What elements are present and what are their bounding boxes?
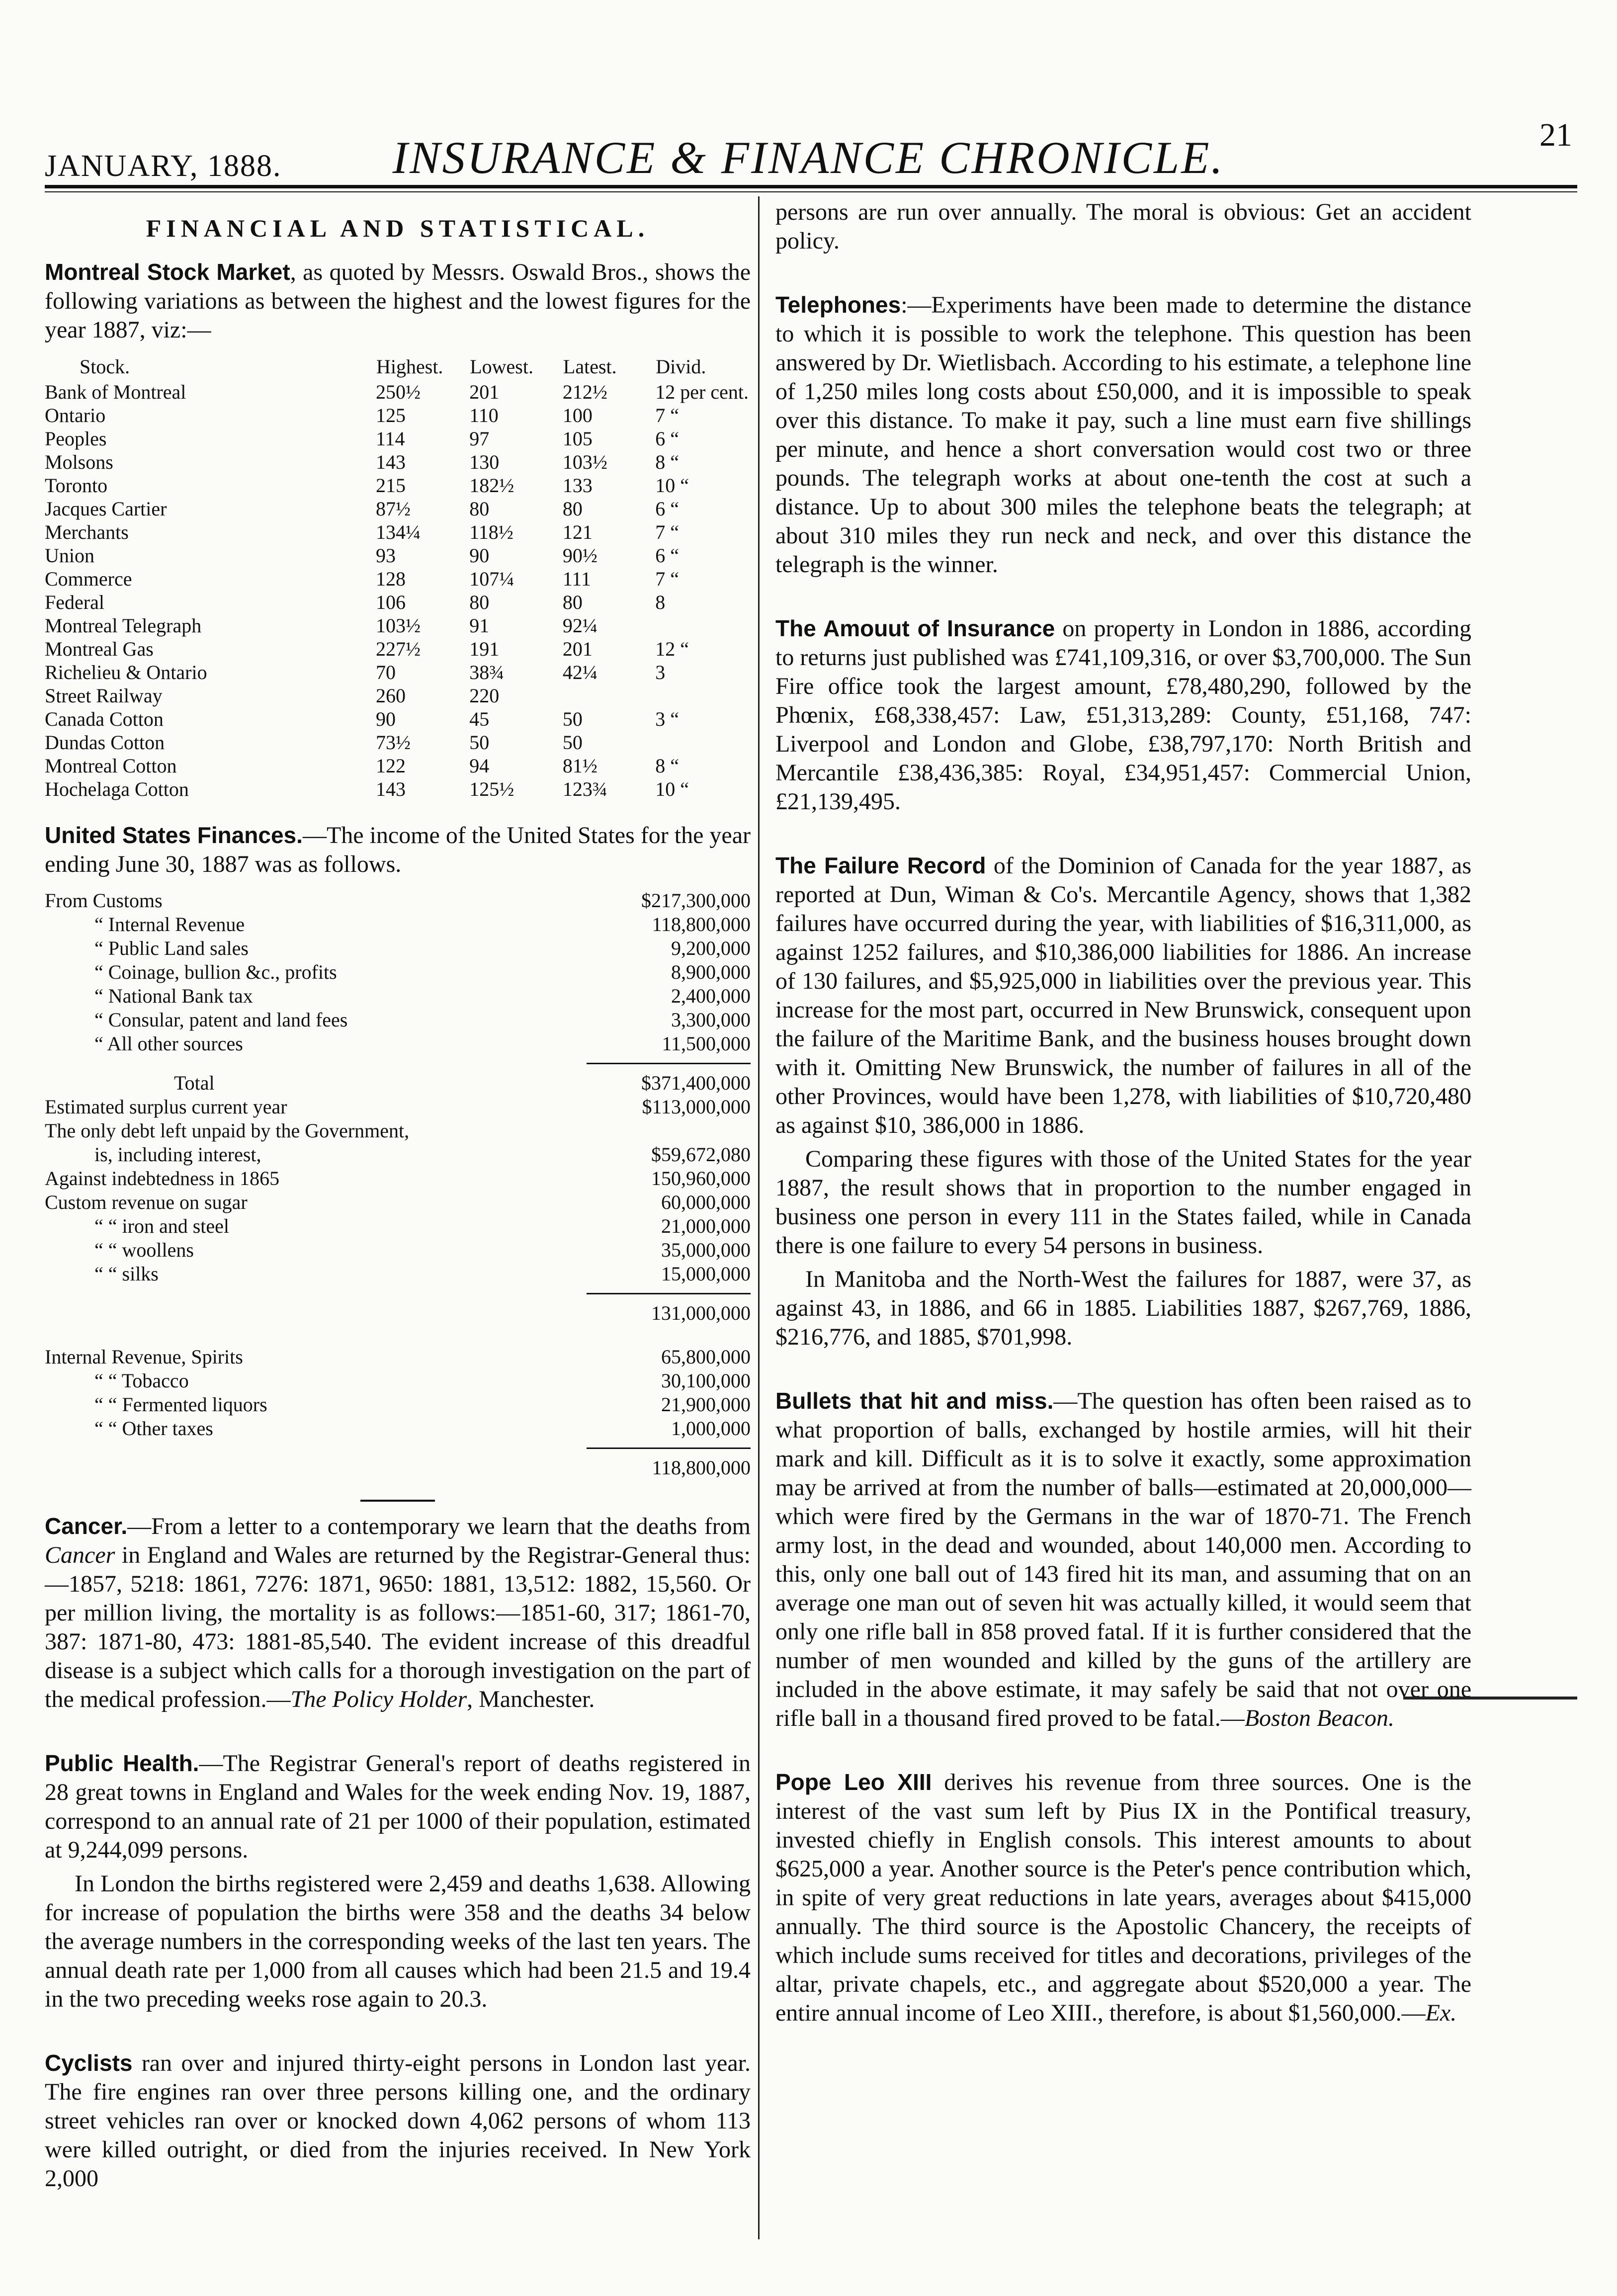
stock-lowest: 220 bbox=[469, 684, 500, 707]
header-rule-thin bbox=[45, 191, 1577, 192]
row-label: “ “ Fermented liquors bbox=[94, 1393, 267, 1416]
right-column bbox=[775, 199, 1471, 2062]
stock-highest: 143 bbox=[376, 778, 406, 800]
stock-table-body bbox=[45, 380, 751, 801]
table-row bbox=[45, 777, 751, 801]
table-row bbox=[45, 474, 751, 497]
stock-lowest: 201 bbox=[469, 381, 500, 403]
cancer-source-city: , Manchester. bbox=[467, 1686, 595, 1712]
table-row bbox=[45, 1393, 751, 1417]
surplus-value: $113,000,000 bbox=[642, 1096, 751, 1118]
internal-total-rule bbox=[587, 1447, 751, 1449]
table-row bbox=[45, 1119, 751, 1143]
separator-rule bbox=[360, 1500, 435, 1502]
table-row bbox=[45, 1238, 751, 1262]
stock-highest: 106 bbox=[376, 591, 406, 613]
stock-latest: 111 bbox=[562, 568, 591, 590]
stock-dividend: 6 “ bbox=[655, 544, 680, 567]
page-header bbox=[45, 89, 1572, 184]
table-row bbox=[45, 404, 751, 427]
stock-name: Peoples bbox=[45, 427, 107, 450]
public-health-article-cont: In London the births registered were 2,459 and deaths 1,638. Allowing for increase of population the births were 358 and the deaths 34 below the average numbers in the corresponding weeks of the last ten years. The annual death rate per 1,000 from all causes which had been 21.5 and 19.4 in the two preceding weeks rose again to 20.3. bbox=[45, 1871, 751, 2012]
stock-dividend: 6 “ bbox=[655, 427, 680, 450]
table-row bbox=[45, 913, 751, 936]
stock-lowest: 50 bbox=[469, 731, 490, 754]
debt-label: The only debt left unpaid by the Government, bbox=[45, 1119, 410, 1142]
stock-dividend: 8 “ bbox=[655, 451, 680, 473]
stock-lowest: 97 bbox=[469, 427, 490, 450]
bullets-text: —The question has often been raised as to what proportion of balls, exchanged by hostile armies, will hit their mark and kill. Difficult as it is to solve it exactly, some approximation may be arrived at from the number of balls—estimated at 20,000,000—which were fired by the Germans in the war of 1870-71. The French army lost, in the dead and wounded, about 140,000 men. According to this, only one ball out of 143 fired hit its man, and assuming that on an average one man out of seven hit was actually killed, it would seem that only one rifle ball in 858 proved fatal. If it is further considered that the number of men wounded and killed by the guns of the artillery are included in the above estimate, it may safely be said that not over one rifle ball in a thousand fired proved to be fatal.— bbox=[775, 1388, 1471, 1731]
stock-dividend: 6 “ bbox=[655, 498, 680, 520]
bullets-source: Boston Beacon. bbox=[1244, 1705, 1394, 1731]
stock-highest: 70 bbox=[376, 661, 396, 683]
table-row bbox=[45, 1301, 751, 1325]
stock-lowest: 90 bbox=[469, 544, 490, 567]
table-row bbox=[45, 984, 751, 1008]
stock-latest: 201 bbox=[562, 638, 593, 660]
stock-highest: 128 bbox=[376, 568, 406, 590]
table-row bbox=[45, 731, 751, 754]
stock-table bbox=[45, 354, 751, 801]
row-value: 60,000,000 bbox=[661, 1191, 751, 1213]
stock-name: Dundas Cotton bbox=[45, 731, 165, 754]
row-value: 11,500,000 bbox=[662, 1032, 751, 1055]
table-row bbox=[45, 1345, 751, 1369]
row-value: 2,400,000 bbox=[671, 985, 751, 1007]
us-finances-heading: United States Finances. bbox=[45, 822, 303, 848]
stock-lowest: 110 bbox=[469, 404, 499, 426]
stock-highest: 250½ bbox=[376, 381, 421, 403]
stock-latest: 100 bbox=[562, 404, 593, 426]
stock-latest: 81½ bbox=[562, 755, 597, 777]
failure-heading: The Failure Record bbox=[775, 852, 986, 878]
row-label: “ National Bank tax bbox=[94, 985, 253, 1007]
stock-name: Richelieu & Ontario bbox=[45, 661, 207, 683]
stock-name: Montreal Gas bbox=[45, 638, 154, 660]
stock-name: Montreal Telegraph bbox=[45, 614, 202, 637]
table-row bbox=[45, 1191, 751, 1214]
stock-highest: 73½ bbox=[376, 731, 411, 754]
us-finances-article bbox=[45, 821, 751, 879]
table-row bbox=[45, 1143, 751, 1167]
publication-title: INSURANCE & FINANCE CHRONICLE. bbox=[392, 132, 1225, 183]
stock-latest: 103½ bbox=[562, 451, 607, 473]
cancer-source: The Policy Holder bbox=[290, 1686, 467, 1712]
stock-highest: 93 bbox=[376, 544, 396, 567]
stock-highest: 134¼ bbox=[376, 521, 421, 543]
customs-total-rule bbox=[587, 1293, 751, 1294]
pope-source: Ex. bbox=[1425, 2000, 1457, 2026]
stock-dividend: 10 “ bbox=[655, 778, 689, 800]
row-value: 21,000,000 bbox=[661, 1215, 751, 1237]
stock-market-intro: , as quoted by Messrs. Oswald Bros., shows the following variations as between the highest and the lowest figures for the year 1887, viz:— bbox=[45, 259, 751, 343]
table-row bbox=[45, 544, 751, 567]
stock-lowest: 80 bbox=[469, 498, 490, 520]
total-value: $371,400,000 bbox=[641, 1072, 751, 1094]
cancer-heading: Cancer. bbox=[45, 1513, 128, 1539]
row-value: $217,300,000 bbox=[641, 889, 751, 912]
table-row bbox=[45, 1214, 751, 1238]
failure-text: of the Dominion of Canada for the year 1887, as reported at Dun, Wiman & Co's. Mercantile Agency, shows that 1,382 failures have occurred during the year, with liabilities of $16,311,000, as against 1252 failures, and $10,386,000 liabilities for 1886. An increase of 130 failures, and $5,925,000 in liabilities over the previous year. This increase for the most part, occurred in New Brunswick, consequent upon the failure of the Maritime Bank, and the business houses brought down with it. Omitting New Brunswick, the number of failures in all of the other Provinces, would have been 1,278, with liabilities of $10,720,480 as against $10, 386,000 in 1886. bbox=[775, 852, 1471, 1138]
table-row bbox=[45, 1262, 751, 1286]
table-row bbox=[45, 427, 751, 450]
customs-list bbox=[45, 1191, 751, 1286]
table-row bbox=[45, 661, 751, 684]
stock-market-article bbox=[45, 257, 751, 344]
cancer-text-cont: in England and Wales are returned by the Registrar-General thus:—1857, 5218: 1861, 7276: 1871, 9650: 1881, 13,512: 1882, 15,560. Or per million living, the mortality is as follows:—1851-60, 317; 1861-70, 387: 1871-80, 473: 1881-85,540. The evident increase of this dreadful disease is a subject which calls for a thorough investigation on the part of the medical profession.— bbox=[45, 1542, 751, 1712]
stock-dividend: 3 bbox=[655, 661, 666, 683]
stock-latest bbox=[563, 684, 655, 707]
table-row bbox=[45, 889, 751, 913]
pope-heading: Pope Leo XIII bbox=[775, 1769, 932, 1795]
table-row bbox=[45, 637, 751, 661]
stock-lowest: 45 bbox=[469, 708, 490, 730]
col-stock: Stock. bbox=[80, 355, 130, 378]
row-label: “ All other sources bbox=[94, 1032, 243, 1055]
table-row bbox=[45, 754, 751, 777]
stock-latest: 50 bbox=[562, 731, 583, 754]
stock-name: Bank of Montreal bbox=[45, 381, 186, 403]
row-value: 30,100,000 bbox=[661, 1369, 751, 1392]
table-row bbox=[45, 450, 751, 474]
stock-dividend: 7 “ bbox=[655, 404, 680, 426]
stock-name: Ontario bbox=[45, 404, 106, 426]
row-value: 15,000,000 bbox=[661, 1263, 751, 1285]
table-row bbox=[45, 614, 751, 637]
header-rule-thick bbox=[45, 185, 1577, 188]
table-row bbox=[45, 1417, 751, 1441]
cancer-text: —From a letter to a contemporary we learn that the deaths from bbox=[127, 1513, 751, 1539]
stock-highest: 103½ bbox=[376, 614, 421, 637]
stock-name: Commerce bbox=[45, 568, 132, 590]
row-value: 65,800,000 bbox=[661, 1346, 751, 1368]
row-label: “ “ woollens bbox=[94, 1239, 194, 1261]
stock-name: Montreal Cotton bbox=[45, 755, 177, 777]
table-row bbox=[45, 567, 751, 591]
stock-name: Toronto bbox=[45, 474, 108, 497]
stock-dividend bbox=[655, 614, 751, 637]
stock-latest: 92¼ bbox=[562, 614, 597, 637]
col-highest: Highest. bbox=[376, 355, 443, 378]
telephones-text: :—Experiments have been made to determine the distance to which it is possible to work the telephone. This question has been answered by Dr. Wietlisbach. According to his estimate, a telephone line of 1,250 miles long costs about £50,000, and it is impossible to speak over this distance. To make it pay, such a line must earn five shillings per minute, and hence a short conversation would cost two or three pounds. The telegraph works at about one-tenth the cost at such a distance. Up to about 300 miles the telephone beats the telegraph; at about 310 miles they run neck and neck, and over this distance the telegraph is the winner. bbox=[775, 292, 1471, 578]
bullets-heading: Bullets that hit and miss. bbox=[775, 1388, 1054, 1414]
public-health-article bbox=[45, 1749, 751, 1865]
col-latest: Latest. bbox=[563, 355, 617, 378]
stock-highest: 215 bbox=[376, 474, 406, 497]
row-label: “ Public Land sales bbox=[94, 937, 249, 959]
stock-latest: 105 bbox=[562, 427, 593, 450]
stock-name: Jacques Cartier bbox=[45, 498, 167, 520]
row-label: From Customs bbox=[45, 889, 163, 912]
stock-dividend: 8 bbox=[655, 591, 666, 613]
surplus-label: Estimated surplus current year bbox=[45, 1096, 287, 1118]
stock-dividend: 7 “ bbox=[655, 521, 680, 543]
bullets-article bbox=[775, 1386, 1471, 1733]
stock-highest: 122 bbox=[376, 755, 406, 777]
row-label: “ “ Other taxes bbox=[94, 1417, 213, 1440]
against-label: Against indebtedness in 1865 bbox=[45, 1167, 280, 1190]
stock-dividend: 12 “ bbox=[655, 638, 689, 660]
issue-date: JANUARY, 1888. bbox=[45, 149, 282, 183]
margin-rule bbox=[1403, 1697, 1577, 1700]
table-row bbox=[45, 936, 751, 960]
col-dividend: Divid. bbox=[656, 355, 706, 378]
table-row bbox=[45, 380, 751, 404]
cyclists-article bbox=[45, 2048, 751, 2193]
stock-lowest: 182½ bbox=[469, 474, 514, 497]
failure-article-manitoba: In Manitoba and the North-West the failures for 1887, were 37, as against 43, in 1886, and 66 in 1885. Liabilities 1887, $267,769, 1886, $216,776, and 1885, $701,998. bbox=[775, 1266, 1471, 1350]
table-row bbox=[45, 520, 751, 544]
cyclists-article-cont: persons are run over annually. The moral is obvious: Get an accident policy. bbox=[775, 199, 1471, 254]
against-value: 150,960,000 bbox=[651, 1167, 751, 1190]
row-label: “ Consular, patent and land fees bbox=[94, 1009, 348, 1031]
stock-latest: 123¾ bbox=[562, 778, 607, 800]
pope-text: derives his revenue from three sources. One is the interest of the vast sum left by Pius IX in the Pontifical treasury, invested chiefly in English consols. This interest amounts to about $625,000 a year. Another source is the Peter's pence contribution which, in spite of very great reductions in late years, averages about $415,000 annually. The third source is the Apostolic Chancery, the receipts of which include sums received for titles and decorations, privileges of the altar, private chapels, etc., and aggregate about $520,000 a year. The entire annual income of Leo XIII., therefore, is about $1,560,000.— bbox=[775, 1769, 1471, 2026]
stock-lowest: 94 bbox=[469, 755, 490, 777]
stock-dividend: 7 “ bbox=[655, 568, 680, 590]
stock-dividend bbox=[655, 684, 751, 707]
stock-latest: 80 bbox=[562, 498, 583, 520]
stock-latest: 80 bbox=[562, 591, 583, 613]
telephones-heading: Telephones bbox=[775, 292, 901, 318]
row-label: Custom revenue on sugar bbox=[45, 1191, 248, 1213]
internal-total: 118,800,000 bbox=[652, 1456, 751, 1479]
row-value: 118,800,000 bbox=[652, 913, 751, 935]
row-label: “ Internal Revenue bbox=[94, 913, 245, 935]
stock-lowest: 125½ bbox=[469, 778, 514, 800]
row-value: 21,900,000 bbox=[661, 1393, 751, 1416]
stock-market-heading: Montreal Stock Market bbox=[45, 259, 290, 285]
row-label: “ “ iron and steel bbox=[94, 1215, 229, 1237]
stock-dividend: 8 “ bbox=[655, 755, 680, 777]
us-finances-intro: —The income of the United States for the year ending June 30, 1887 was as follows. bbox=[45, 822, 751, 877]
table-row bbox=[45, 1071, 751, 1095]
table-row bbox=[45, 1456, 751, 1480]
us-finances-figures bbox=[45, 889, 751, 1480]
cancer-italic: Cancer bbox=[45, 1542, 115, 1568]
table-row bbox=[45, 1167, 751, 1191]
insurance-text: on property in London in 1886, according to returns just published was £741,109,316, or over $3,700,000. The Sun Fire office took the largest amount, £78,480,290, followed by the Phœnix, £68,338,457: Law, £51,313,289: County, £51,168, 747: Liverpool and London and Globe, £38,797,170: North British and Mercantile £38,436,385: Royal, £34,951,457: Commercial Union, £21,139,495. bbox=[775, 615, 1471, 815]
insurance-article bbox=[775, 614, 1471, 816]
stock-dividend bbox=[655, 731, 751, 754]
table-row bbox=[45, 684, 751, 707]
stock-table-header bbox=[45, 354, 751, 380]
section-title: FINANCIAL AND STATISTICAL. bbox=[146, 214, 650, 242]
stock-latest: 42¼ bbox=[562, 661, 597, 683]
stock-name: Canada Cotton bbox=[45, 708, 164, 730]
cyclists-heading: Cyclists bbox=[45, 2050, 133, 2076]
row-value: 9,200,000 bbox=[671, 937, 751, 959]
total-label: Total bbox=[174, 1072, 215, 1094]
row-value: 8,900,000 bbox=[671, 961, 751, 983]
stock-latest: 90½ bbox=[562, 544, 597, 567]
stock-name: Federal bbox=[45, 591, 104, 613]
failure-article bbox=[775, 851, 1471, 1140]
cyclists-text: ran over and injured thirty-eight persons in London last year. The fire engines ran over three persons killing one, and the ordinary street vehicles ran over or knocked down 4,062 persons of whom 113 were killed outright, or died from the injuries received. In New York 2,000 bbox=[45, 2050, 751, 2192]
row-label: “ “ Tobacco bbox=[94, 1369, 189, 1392]
stock-dividend: 10 “ bbox=[655, 474, 689, 497]
insurance-heading: The Amouut of Insurance bbox=[775, 615, 1055, 641]
total-rule bbox=[587, 1063, 751, 1064]
debt-value: $59,672,080 bbox=[651, 1143, 751, 1166]
failure-article-cont: Comparing these figures with those of the United States for the year 1887, the result shows that in proportion to the number engaged in business one person in every 111 in the States failed, while in Canada there is one failure to every 54 persons in business. bbox=[775, 1146, 1471, 1259]
stock-lowest: 80 bbox=[469, 591, 490, 613]
table-row bbox=[45, 591, 751, 614]
stock-name: Molsons bbox=[45, 451, 113, 473]
public-health-heading: Public Health. bbox=[45, 1750, 199, 1776]
row-label: Internal Revenue, Spirits bbox=[45, 1346, 243, 1368]
table-row bbox=[45, 1032, 751, 1056]
stock-highest: 260 bbox=[376, 684, 406, 707]
stock-name: Street Railway bbox=[45, 684, 163, 707]
table-row bbox=[45, 497, 751, 520]
table-row bbox=[45, 707, 751, 731]
stock-dividend: 3 “ bbox=[655, 708, 680, 730]
row-label: “ “ silks bbox=[94, 1263, 159, 1285]
cancer-article bbox=[45, 1512, 751, 1714]
stock-lowest: 91 bbox=[469, 614, 490, 637]
row-value: 3,300,000 bbox=[671, 1009, 751, 1031]
stock-highest: 114 bbox=[376, 427, 405, 450]
row-label: “ Coinage, bullion &c., profits bbox=[94, 961, 337, 983]
row-value: 35,000,000 bbox=[661, 1239, 751, 1261]
stock-latest: 133 bbox=[562, 474, 593, 497]
stock-name: Hochelaga Cotton bbox=[45, 778, 189, 800]
left-column bbox=[45, 199, 751, 2228]
stock-name: Union bbox=[45, 544, 94, 567]
stock-highest: 227½ bbox=[376, 638, 421, 660]
stock-lowest: 118½ bbox=[469, 521, 513, 543]
stock-latest: 121 bbox=[562, 521, 593, 543]
stock-latest: 212½ bbox=[562, 381, 607, 403]
internal-revenue-list bbox=[45, 1345, 751, 1441]
table-row bbox=[45, 1008, 751, 1032]
stock-dividend: 12 per cent. bbox=[655, 381, 749, 403]
stock-highest: 87½ bbox=[376, 498, 411, 520]
row-value: 1,000,000 bbox=[671, 1417, 751, 1440]
debt-label-cont: is, including interest, bbox=[94, 1143, 261, 1166]
stock-lowest: 38¾ bbox=[469, 661, 505, 683]
public-health-text: —The Registrar General's report of deaths registered in 28 great towns in England and Wales for the week ending Nov. 19, 1887, correspond to an annual rate of 21 per 1000 of their population, estimated at 9,244,099 persons. bbox=[45, 1750, 751, 1863]
table-row bbox=[45, 1095, 751, 1119]
column-divider bbox=[758, 196, 760, 2239]
stock-highest: 125 bbox=[376, 404, 406, 426]
stock-name: Merchants bbox=[45, 521, 129, 543]
stock-lowest: 191 bbox=[469, 638, 500, 660]
customs-total: 131,000,000 bbox=[651, 1302, 751, 1324]
stock-highest: 90 bbox=[376, 708, 396, 730]
pope-article bbox=[775, 1768, 1471, 2028]
income-list bbox=[45, 889, 751, 1056]
telephones-article bbox=[775, 290, 1471, 579]
stock-latest: 50 bbox=[562, 708, 583, 730]
col-lowest: Lowest. bbox=[470, 355, 533, 378]
page-number: 21 bbox=[1539, 117, 1572, 153]
stock-highest: 143 bbox=[376, 451, 406, 473]
table-row bbox=[45, 1369, 751, 1393]
stock-lowest: 107¼ bbox=[469, 568, 514, 590]
table-row bbox=[45, 960, 751, 984]
stock-lowest: 130 bbox=[469, 451, 500, 473]
